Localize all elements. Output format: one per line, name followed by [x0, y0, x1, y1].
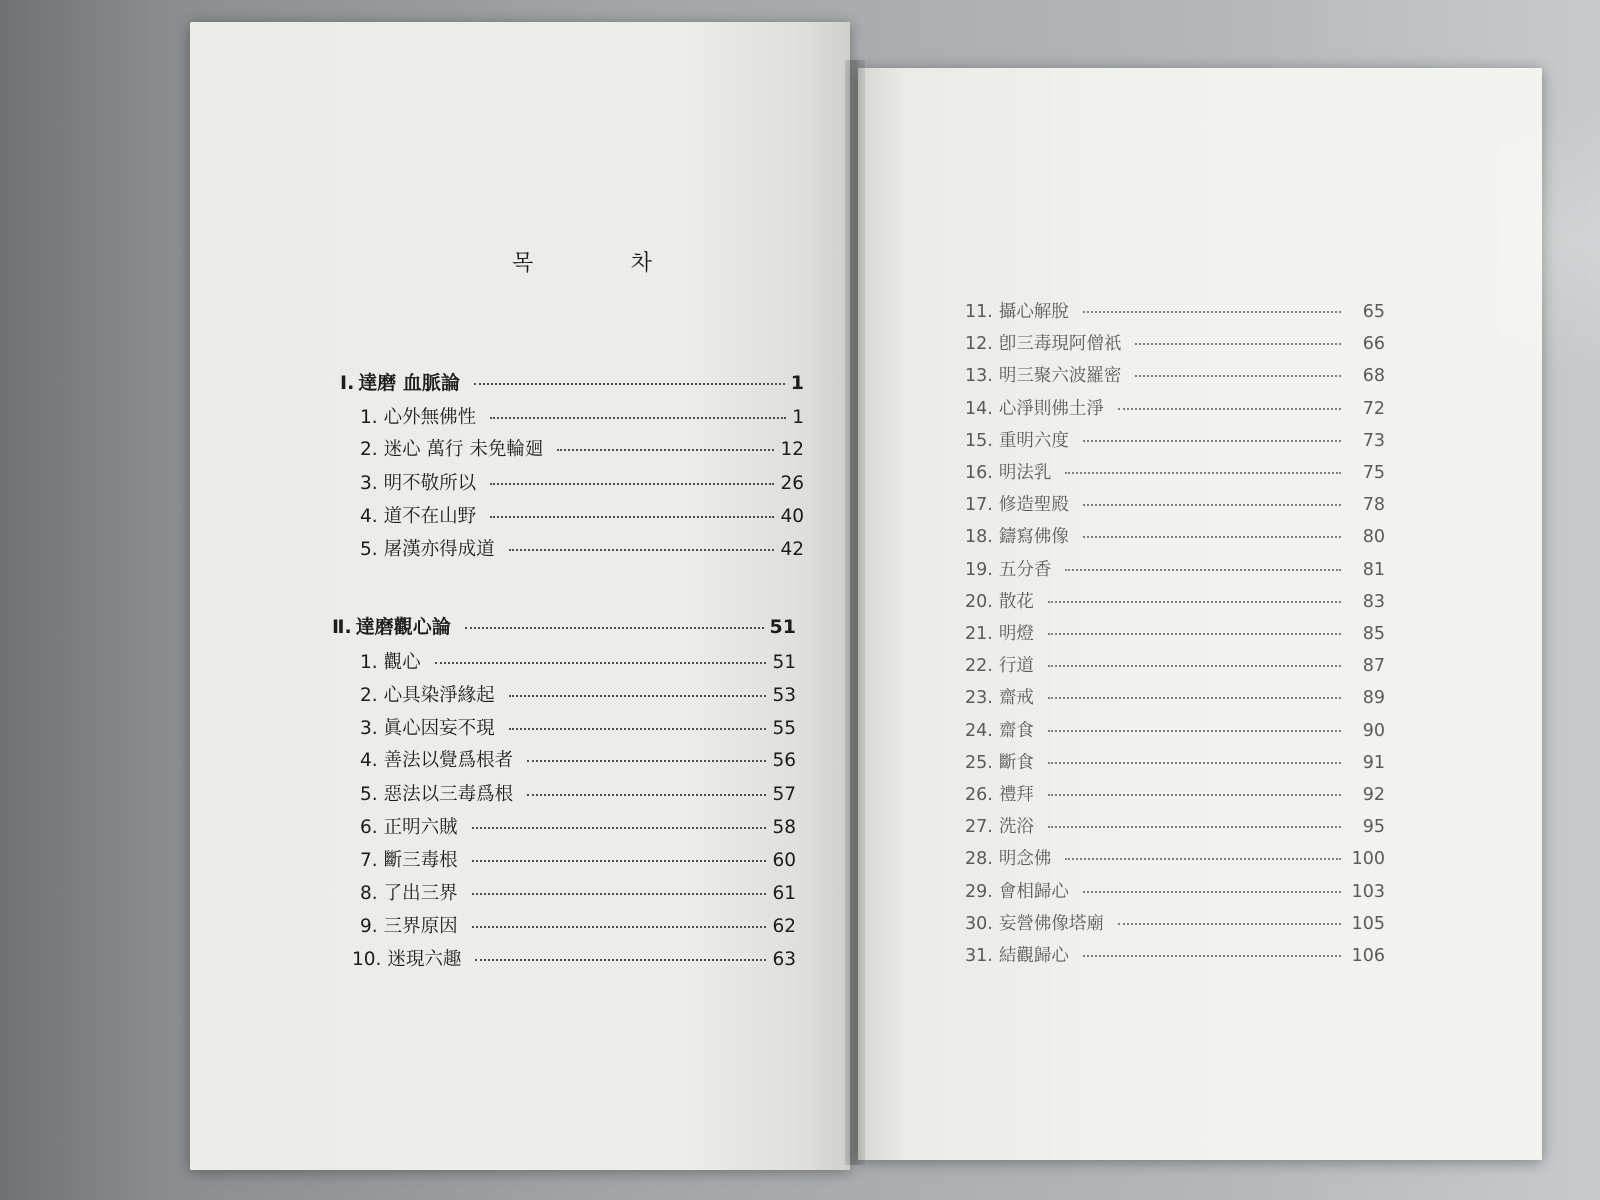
dot-leader — [1048, 696, 1341, 699]
entry-number: 2. — [360, 685, 378, 706]
dot-leader — [1048, 632, 1341, 635]
toc-item — [360, 502, 804, 528]
toc-item — [965, 330, 1385, 355]
entry-title: 心外無佛性 — [383, 407, 477, 428]
entry-page-number: 87 — [1362, 656, 1385, 676]
entry-title: 迷現六趣 — [387, 949, 462, 970]
dot-leader — [1048, 793, 1341, 796]
entry-page-number: 65 — [1362, 302, 1385, 322]
entry-title: 齋食 — [998, 721, 1034, 741]
toc-item — [965, 298, 1385, 323]
toc-item — [965, 620, 1385, 645]
entry-title: 妄營佛像塔廟 — [998, 914, 1104, 934]
entry-title: 卽三毒現阿僧祇 — [998, 334, 1122, 354]
entry-number: 19. — [965, 560, 993, 580]
entry-page-number: 106 — [1351, 946, 1385, 966]
entry-title: 達磨觀心論 — [355, 616, 451, 638]
entry-title: 了出三界 — [383, 883, 458, 904]
entry-number: 18. — [965, 527, 993, 547]
entry-title: 會相歸心 — [998, 882, 1069, 902]
dot-leader — [527, 759, 766, 762]
entry-number: 2. — [360, 439, 378, 460]
entry-page-number: 12 — [780, 439, 804, 460]
toc-item — [965, 781, 1385, 806]
entry-number: 3. — [360, 473, 378, 494]
dot-leader — [1048, 729, 1341, 732]
entry-page-number: 42 — [780, 539, 804, 560]
entry-page-number: 66 — [1362, 334, 1385, 354]
entry-page-number: 100 — [1351, 849, 1385, 869]
dot-leader — [509, 694, 767, 697]
entry-number: 23. — [965, 688, 993, 708]
dot-leader — [1135, 342, 1341, 345]
entry-title: 明不敬所以 — [383, 473, 477, 494]
entry-page-number: 85 — [1362, 624, 1385, 644]
entry-number: 7. — [360, 850, 378, 871]
toc-item — [965, 717, 1385, 742]
toc-item — [965, 749, 1385, 774]
entry-page-number: 62 — [772, 916, 796, 937]
entry-number: 22. — [965, 656, 993, 676]
toc-title-char: 목 — [512, 251, 534, 276]
entry-number: 15. — [965, 431, 993, 451]
dot-leader — [557, 448, 774, 451]
entry-page-number: 1 — [790, 372, 804, 394]
entry-title: 斷三毒根 — [383, 850, 458, 871]
entry-title: 明三聚六波羅密 — [998, 366, 1122, 386]
entry-number: 20. — [965, 592, 993, 612]
dot-leader — [509, 727, 767, 730]
toc-title-char: 차 — [630, 251, 652, 276]
dot-leader — [1083, 890, 1341, 893]
toc-item — [360, 535, 804, 561]
dot-leader — [1048, 761, 1341, 764]
dot-leader — [1083, 535, 1341, 538]
entry-page-number: 81 — [1362, 560, 1385, 580]
entry-page-number: 40 — [780, 506, 804, 527]
entry-page-number: 55 — [772, 718, 796, 739]
entry-page-number: 53 — [772, 685, 796, 706]
toc-item — [965, 523, 1385, 548]
entry-page-number: 58 — [772, 817, 796, 838]
toc-item — [965, 910, 1385, 935]
dot-leader — [435, 661, 767, 664]
entry-title: 重明六度 — [998, 431, 1069, 451]
dot-leader — [472, 826, 767, 829]
entry-title: 結觀歸心 — [998, 946, 1069, 966]
dot-leader — [1118, 922, 1341, 925]
toc-item — [360, 648, 796, 674]
toc-item — [965, 362, 1385, 387]
entry-number: Ⅱ. — [332, 616, 352, 638]
toc-item — [965, 845, 1385, 870]
entry-number: 13. — [965, 366, 993, 386]
entry-title: 五分香 — [998, 560, 1052, 580]
toc-item — [965, 684, 1385, 709]
entry-page-number: 89 — [1362, 688, 1385, 708]
dot-leader — [509, 548, 775, 551]
entry-number: 5. — [360, 784, 378, 805]
book-gutter — [845, 60, 865, 1165]
entry-page-number: 51 — [769, 616, 796, 638]
entry-title: 道不在山野 — [383, 506, 477, 527]
dot-leader — [474, 382, 785, 385]
entry-title: 散花 — [998, 592, 1034, 612]
toc-item — [360, 846, 796, 872]
entry-number: 14. — [965, 399, 993, 419]
entry-page-number: 60 — [772, 850, 796, 871]
toc-item — [965, 588, 1385, 613]
entry-page-number: 78 — [1362, 495, 1385, 515]
toc-item — [360, 435, 804, 461]
entry-page-number: 80 — [1362, 527, 1385, 547]
dot-leader — [472, 859, 767, 862]
entry-number: 30. — [965, 914, 993, 934]
entry-title: 迷心 萬行 未免輪廻 — [383, 439, 544, 460]
entry-number: 31. — [965, 946, 993, 966]
entry-page-number: 26 — [780, 473, 804, 494]
toc-item — [965, 942, 1385, 967]
entry-page-number: 95 — [1362, 817, 1385, 837]
entry-number: 28. — [965, 849, 993, 869]
entry-page-number: 57 — [772, 784, 796, 805]
entry-page-number: 72 — [1362, 399, 1385, 419]
entry-number: 16. — [965, 463, 993, 483]
entry-number: 11. — [965, 302, 993, 322]
entry-page-number: 61 — [772, 883, 796, 904]
dot-leader — [465, 626, 764, 629]
entry-title: 惡法以三毒爲根 — [383, 784, 514, 805]
toc-item — [352, 945, 796, 971]
toc-item — [965, 491, 1385, 516]
entry-page-number: 63 — [772, 949, 796, 970]
dot-leader — [1083, 439, 1341, 442]
toc-item — [965, 395, 1385, 420]
entry-number: Ⅰ. — [340, 372, 355, 394]
entry-title: 齋戒 — [998, 688, 1034, 708]
entry-page-number: 90 — [1362, 721, 1385, 741]
light-glare — [1500, 110, 1600, 370]
dot-leader — [1135, 374, 1341, 377]
entry-number: 1. — [360, 652, 378, 673]
entry-page-number: 92 — [1362, 785, 1385, 805]
dot-leader — [472, 892, 767, 895]
entry-number: 27. — [965, 817, 993, 837]
entry-title: 洗浴 — [998, 817, 1034, 837]
toc-item — [965, 427, 1385, 452]
entry-number: 6. — [360, 817, 378, 838]
dot-leader — [1065, 471, 1341, 474]
entry-page-number: 56 — [772, 750, 796, 771]
dot-leader — [472, 925, 767, 928]
right-page — [858, 68, 1542, 1160]
toc-item — [360, 879, 796, 905]
entry-title: 行道 — [998, 656, 1034, 676]
section-heading — [332, 612, 796, 639]
entry-title: 心具染淨緣起 — [383, 685, 495, 706]
entry-page-number: 1 — [792, 407, 804, 428]
entry-title: 明法乳 — [998, 463, 1052, 483]
toc-item — [360, 780, 796, 806]
entry-page-number: 68 — [1362, 366, 1385, 386]
entry-number: 4. — [360, 506, 378, 527]
entry-title: 三界原因 — [383, 916, 458, 937]
toc-item — [965, 813, 1385, 838]
toc-item — [360, 681, 796, 707]
left-page — [190, 22, 850, 1170]
toc-title — [512, 246, 652, 277]
entry-number: 25. — [965, 753, 993, 773]
entry-page-number: 51 — [772, 652, 796, 673]
entry-title: 達磨 血脈論 — [358, 372, 460, 394]
entry-title: 攝心解脫 — [998, 302, 1069, 322]
entry-page-number: 105 — [1351, 914, 1385, 934]
toc-item — [360, 746, 796, 772]
dot-leader — [1048, 664, 1341, 667]
dot-leader — [1083, 503, 1341, 506]
entry-title: 心淨則佛土淨 — [998, 399, 1104, 419]
dot-leader — [490, 416, 786, 419]
dot-leader — [1065, 857, 1341, 860]
dot-leader — [490, 482, 774, 485]
dot-leader — [1083, 954, 1341, 957]
toc-item — [360, 403, 804, 429]
entry-number: 12. — [965, 334, 993, 354]
entry-title: 斷食 — [998, 753, 1034, 773]
entry-title: 觀心 — [383, 652, 421, 673]
entry-title: 眞心因妄不現 — [383, 718, 495, 739]
entry-page-number: 75 — [1362, 463, 1385, 483]
entry-title: 屠漢亦得成道 — [383, 539, 495, 560]
entry-page-number: 73 — [1362, 431, 1385, 451]
toc-item — [965, 556, 1385, 581]
entry-number: 3. — [360, 718, 378, 739]
entry-title: 明燈 — [998, 624, 1034, 644]
toc-item — [965, 459, 1385, 484]
entry-page-number: 103 — [1351, 882, 1385, 902]
dot-leader — [1083, 310, 1341, 313]
toc-item — [360, 813, 796, 839]
entry-title: 正明六賊 — [383, 817, 458, 838]
entry-number: 9. — [360, 916, 378, 937]
entry-number: 8. — [360, 883, 378, 904]
entry-number: 24. — [965, 721, 993, 741]
entry-number: 29. — [965, 882, 993, 902]
entry-number: 10. — [352, 949, 382, 970]
entry-title: 禮拜 — [998, 785, 1034, 805]
entry-title: 鑄寫佛像 — [998, 527, 1069, 547]
toc-item — [360, 912, 796, 938]
toc-item — [965, 652, 1385, 677]
entry-number: 5. — [360, 539, 378, 560]
entry-number: 26. — [965, 785, 993, 805]
toc-item — [360, 714, 796, 740]
entry-title: 明念佛 — [998, 849, 1052, 869]
entry-title: 善法以覺爲根者 — [383, 750, 514, 771]
dot-leader — [475, 958, 766, 961]
entry-number: 17. — [965, 495, 993, 515]
entry-page-number: 91 — [1362, 753, 1385, 773]
toc-item — [965, 878, 1385, 903]
dot-leader — [1048, 600, 1341, 603]
entry-title: 修造聖殿 — [998, 495, 1069, 515]
section-heading — [340, 368, 804, 395]
dot-leader — [1118, 407, 1341, 410]
entry-number: 21. — [965, 624, 993, 644]
dot-leader — [490, 515, 774, 518]
dot-leader — [1065, 568, 1341, 571]
entry-page-number: 83 — [1362, 592, 1385, 612]
dot-leader — [527, 793, 766, 796]
entry-number: 1. — [360, 407, 378, 428]
toc-item — [360, 469, 804, 495]
entry-number: 4. — [360, 750, 378, 771]
dot-leader — [1048, 825, 1341, 828]
